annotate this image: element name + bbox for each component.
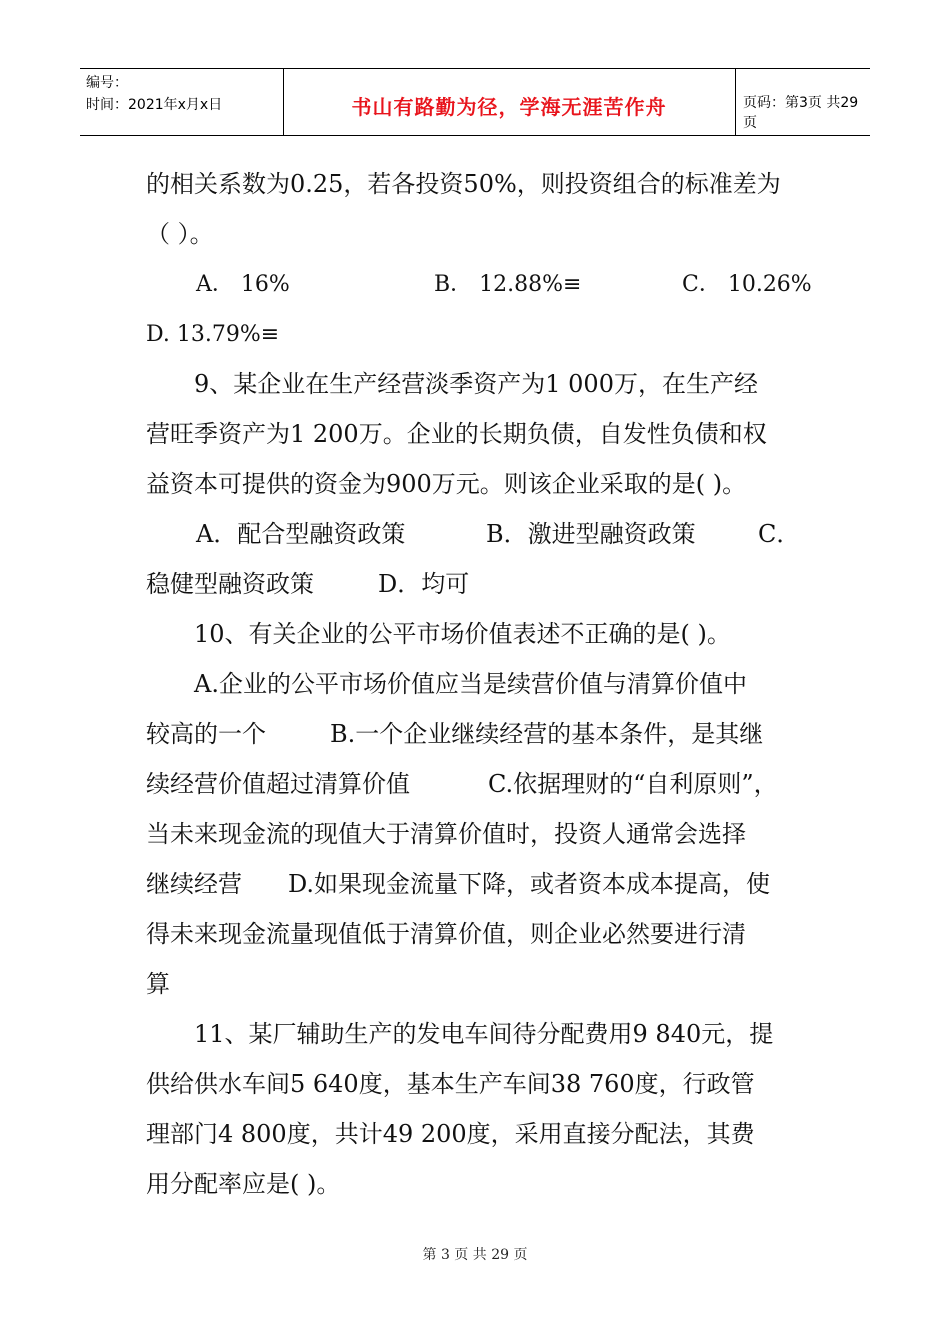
paragraph-line: 稳健型融资政策	[146, 570, 314, 598]
q9-option-c: C．	[758, 520, 801, 548]
paragraph-line: 11、某厂辅助生产的发电车间待分配费用9 840元，提	[194, 1020, 774, 1048]
document-number-label: 编号：	[86, 75, 128, 91]
paragraph-line: 算	[146, 970, 170, 998]
paragraph-line: 继续经营	[146, 870, 242, 898]
header-page-number: 页码：第3页 共29页	[743, 95, 859, 131]
header-meta-cell	[80, 69, 284, 135]
paragraph-line: 10、有关企业的公平市场价值表述不正确的是( )。	[194, 620, 731, 648]
q9-option-b: B．激进型融资政策	[486, 520, 696, 548]
page-header	[80, 68, 870, 136]
q8-option-a: A． 16%	[196, 272, 290, 297]
paragraph-line: 续经营价值超过清算价值	[146, 770, 410, 798]
paragraph-line: B.一个企业继续经营的基本条件，是其继	[330, 720, 764, 748]
q8-option-b: B． 12.88%≡	[434, 272, 582, 297]
q8-option-d: D. 13.79%≡	[146, 322, 280, 347]
q8-option-c: C． 10.26%	[682, 272, 812, 297]
paragraph-line: 理部门4 800度，共计49 200度，采用直接分配法，其费	[146, 1120, 755, 1148]
paragraph-line: C.依据理财的“自利原则”，	[488, 770, 778, 798]
paragraph-line: 供给供水车间5 640度，基本生产车间38 760度，行政管	[146, 1070, 755, 1098]
paragraph-line: 得未来现金流量现值低于清算价值，则企业必然要进行清	[146, 920, 746, 948]
q9-option-d: D．均可	[378, 570, 470, 598]
paragraph-line: 的相关系数为0.25，若各投资50%，则投资组合的标准差为	[146, 170, 781, 198]
paragraph-line: 9、某企业在生产经营淡季资产为1 000万，在生产经	[194, 370, 758, 398]
header-motto: 书山有路勤为径，学海无涯苦作舟	[351, 95, 667, 119]
document-date-label: 时间：2021年x月x日	[86, 97, 223, 113]
paragraph-line: 用分配率应是( )。	[146, 1170, 341, 1198]
paragraph-line: （ ）。	[146, 220, 214, 248]
header-motto-cell	[283, 69, 736, 135]
paragraph-line: A.企业的公平市场价值应当是续营价值与清算价值中	[194, 670, 747, 698]
q9-option-a: A．配合型融资政策	[196, 520, 406, 548]
paragraph-line: 较高的一个	[146, 720, 266, 748]
header-page-cell	[735, 69, 870, 135]
paragraph-line: D.如果现金流量下降，或者资本成本提高，使	[288, 870, 771, 898]
paragraph-line: 营旺季资产为1 200万。企业的长期负债，自发性负债和权	[146, 420, 767, 448]
page-footer: 第 3 页 共 29 页	[422, 1247, 528, 1263]
paragraph-line: 当未来现金流的现值大于清算价值时，投资人通常会选择	[146, 820, 746, 848]
paragraph-line: 益资本可提供的资金为900万元。则该企业采取的是( )。	[146, 470, 747, 498]
